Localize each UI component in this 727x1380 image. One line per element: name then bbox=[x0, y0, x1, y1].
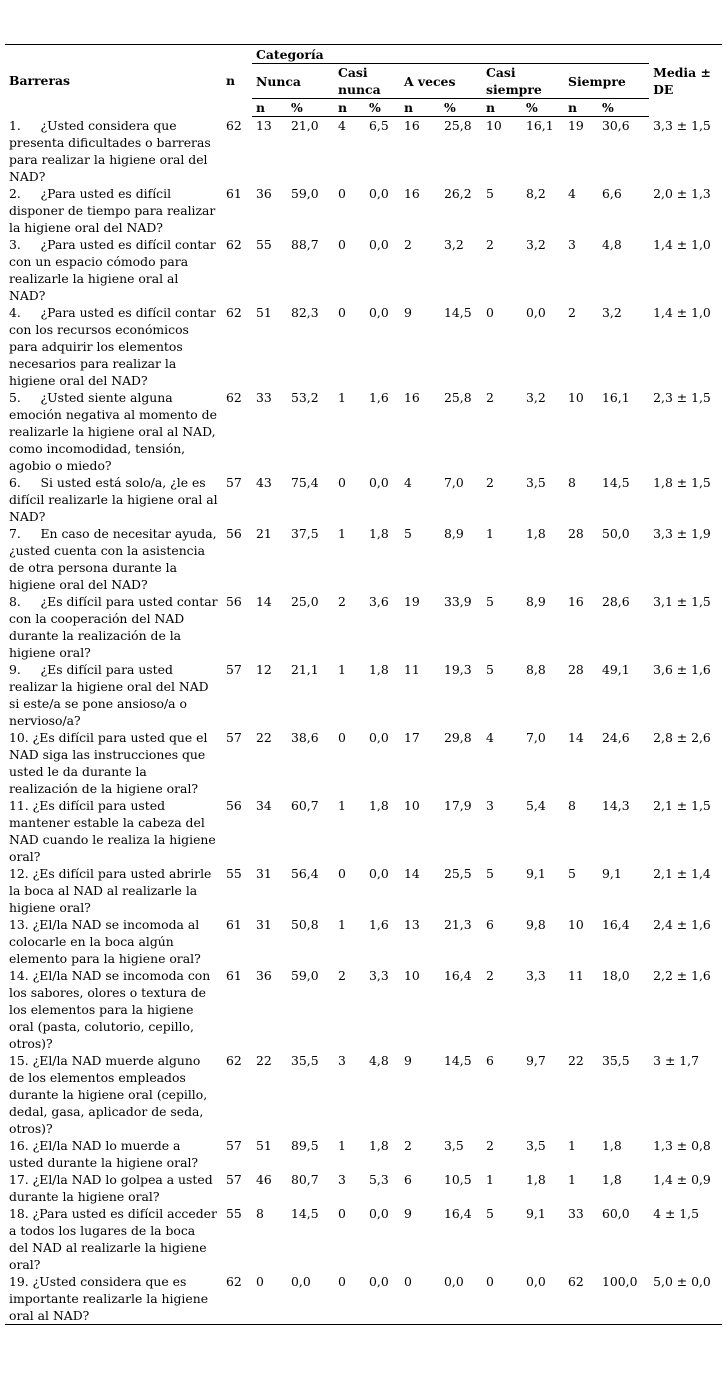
count-cell: 51 bbox=[256, 1137, 272, 1153]
count-cell: 16 bbox=[404, 118, 420, 133]
count-cell: 3 bbox=[338, 1171, 346, 1187]
count-cell: 3 bbox=[568, 236, 576, 252]
question-cell: 13. ¿El/la NAD se incomoda al colocarle en la boca algún elemento para la higiene oral? bbox=[9, 916, 201, 966]
sub-pct: % bbox=[287, 99, 334, 117]
count-cell: 33 bbox=[256, 389, 272, 405]
count-cell: 2 bbox=[568, 304, 576, 320]
sub-pct: % bbox=[440, 99, 482, 117]
n-cell: 56 bbox=[226, 593, 242, 609]
header-group-casi-nunca: Casi nunca bbox=[334, 64, 400, 99]
percent-cell: 3,2 bbox=[444, 236, 464, 252]
count-cell: 8 bbox=[256, 1205, 264, 1221]
count-cell: 0 bbox=[338, 185, 346, 201]
count-cell: 9 bbox=[404, 1205, 412, 1221]
count-cell: 55 bbox=[256, 236, 272, 252]
count-cell: 1 bbox=[338, 525, 346, 541]
count-cell: 0 bbox=[338, 865, 346, 881]
percent-cell: 4,8 bbox=[602, 236, 622, 252]
count-cell: 21 bbox=[256, 525, 272, 541]
count-cell: 5 bbox=[568, 865, 576, 881]
percent-cell: 35,5 bbox=[291, 1052, 319, 1068]
percent-cell: 80,7 bbox=[291, 1171, 319, 1187]
count-cell: 17 bbox=[404, 729, 420, 745]
percent-cell: 3,5 bbox=[444, 1137, 464, 1153]
n-cell: 57 bbox=[226, 729, 242, 745]
n-cell: 61 bbox=[226, 185, 242, 201]
percent-cell: 1,8 bbox=[369, 1137, 389, 1153]
table-row bbox=[5, 1205, 722, 1273]
count-cell: 0 bbox=[338, 236, 346, 252]
n-cell: 62 bbox=[226, 117, 242, 133]
percent-cell: 16,1 bbox=[602, 389, 630, 405]
percent-cell: 4,8 bbox=[369, 1052, 389, 1068]
sub-pct: % bbox=[522, 99, 564, 117]
percent-cell: 6,6 bbox=[602, 185, 622, 201]
percent-cell: 21,0 bbox=[291, 118, 319, 133]
percent-cell: 0,0 bbox=[522, 1273, 564, 1325]
mean-cell: 3,6 ± 1,6 bbox=[653, 661, 711, 677]
count-cell: 28 bbox=[568, 661, 584, 677]
count-cell: 8 bbox=[568, 474, 576, 490]
table-body bbox=[5, 117, 722, 1325]
percent-cell: 24,6 bbox=[602, 729, 630, 745]
mean-cell: 2,1 ± 1,4 bbox=[653, 865, 711, 881]
mean-cell: 3,1 ± 1,5 bbox=[653, 593, 711, 609]
header-n: n bbox=[222, 45, 252, 117]
count-cell: 19 bbox=[568, 118, 584, 133]
mean-cell: 2,8 ± 2,6 bbox=[653, 729, 711, 745]
mean-cell: 1,4 ± 0,9 bbox=[653, 1171, 711, 1187]
percent-cell: 8,9 bbox=[444, 525, 464, 541]
sub-n: n bbox=[564, 99, 598, 117]
count-cell: 2 bbox=[486, 389, 494, 405]
count-cell: 6 bbox=[404, 1171, 412, 1187]
percent-cell: 59,0 bbox=[291, 185, 319, 201]
mean-cell: 1,8 ± 1,5 bbox=[653, 474, 711, 490]
percent-cell: 14,5 bbox=[602, 474, 630, 490]
sub-n: n bbox=[252, 99, 287, 117]
count-cell: 0 bbox=[252, 1273, 287, 1325]
count-cell: 10 bbox=[486, 118, 502, 133]
percent-cell: 8,8 bbox=[526, 661, 546, 677]
question-cell: 11. ¿Es difícil para usted mantener estable la cabeza del NAD cuando le realiza la higiene oral? bbox=[9, 797, 216, 864]
n-cell: 56 bbox=[226, 797, 242, 813]
count-cell: 11 bbox=[404, 661, 420, 677]
count-cell: 9 bbox=[404, 1052, 412, 1068]
mean-cell: 2,1 ± 1,5 bbox=[653, 797, 711, 813]
mean-cell: 2,2 ± 1,6 bbox=[653, 967, 711, 983]
percent-cell: 59,0 bbox=[291, 967, 319, 983]
percent-cell: 30,6 bbox=[602, 118, 630, 133]
percent-cell: 3,3 bbox=[369, 967, 389, 983]
count-cell: 19 bbox=[404, 593, 420, 609]
percent-cell: 7,0 bbox=[444, 474, 464, 490]
count-cell: 14 bbox=[256, 593, 272, 609]
question-cell: 10. ¿Es difícil para usted que el NAD siga las instrucciones que usted le da durante la realización de la higiene oral? bbox=[9, 729, 208, 796]
count-cell: 5 bbox=[404, 525, 412, 541]
percent-cell: 1,8 bbox=[602, 1137, 622, 1153]
question-cell: 4. ¿Para usted es difícil contar con los recursos económicos para adquirir los elementos necesarios para realizar la higiene oral del NAD? bbox=[9, 304, 216, 388]
percent-cell: 18,0 bbox=[602, 967, 630, 983]
mean-cell: 3,3 ± 1,5 bbox=[653, 117, 711, 133]
n-cell: 57 bbox=[226, 474, 242, 490]
mean-cell: 4 ± 1,5 bbox=[653, 1205, 699, 1221]
table-row bbox=[5, 593, 722, 661]
percent-cell: 6,5 bbox=[369, 118, 389, 133]
count-cell: 16 bbox=[404, 389, 420, 405]
question-cell: 12. ¿Es difícil para usted abrirle la boca al NAD al realizarle la higiene oral? bbox=[9, 865, 212, 915]
count-cell: 0 bbox=[338, 729, 346, 745]
table-row bbox=[5, 117, 722, 185]
header-row-category bbox=[5, 45, 722, 64]
count-cell: 0 bbox=[338, 474, 346, 490]
count-cell: 0 bbox=[338, 304, 346, 320]
count-cell: 1 bbox=[486, 1171, 494, 1187]
sub-pct: % bbox=[598, 99, 649, 117]
n-cell: 62 bbox=[222, 1273, 252, 1325]
sub-pct: % bbox=[365, 99, 400, 117]
sub-n: n bbox=[400, 99, 440, 117]
percent-cell: 16,1 bbox=[526, 118, 554, 133]
mean-cell: 2,0 ± 1,3 bbox=[653, 185, 711, 201]
percent-cell: 33,9 bbox=[444, 593, 472, 609]
percent-cell: 14,5 bbox=[444, 304, 472, 320]
count-cell: 51 bbox=[256, 304, 272, 320]
percent-cell: 0,0 bbox=[287, 1273, 334, 1325]
percent-cell: 9,1 bbox=[526, 1205, 546, 1221]
count-cell: 2 bbox=[486, 474, 494, 490]
mean-cell: 3 ± 1,7 bbox=[653, 1052, 699, 1068]
question-cell: 9. ¿Es difícil para usted realizar la higiene oral del NAD si este/a se pone ansioso/a o nervioso/a? bbox=[9, 661, 209, 728]
table-row bbox=[5, 967, 722, 1052]
header-group-a-veces: A veces bbox=[400, 64, 482, 99]
count-cell: 1 bbox=[338, 661, 346, 677]
count-cell: 1 bbox=[338, 797, 346, 813]
count-cell: 10 bbox=[404, 797, 420, 813]
percent-cell: 1,8 bbox=[369, 797, 389, 813]
question-cell: 5. ¿Usted siente alguna emoción negativa al momento de realizarle la higiene oral al NAD, como incomodidad, tensión, agobio o miedo? bbox=[9, 389, 217, 473]
n-cell: 55 bbox=[226, 865, 242, 881]
percent-cell: 88,7 bbox=[291, 236, 319, 252]
percent-cell: 0,0 bbox=[369, 474, 389, 490]
count-cell: 0 bbox=[338, 1205, 346, 1221]
count-cell: 2 bbox=[404, 236, 412, 252]
percent-cell: 25,8 bbox=[444, 118, 472, 133]
percent-cell: 0,0 bbox=[369, 1205, 389, 1221]
percent-cell: 9,8 bbox=[526, 916, 546, 932]
percent-cell: 0,0 bbox=[440, 1273, 482, 1325]
n-cell: 61 bbox=[226, 916, 242, 932]
count-cell: 12 bbox=[256, 661, 272, 677]
count-cell: 2 bbox=[486, 967, 494, 983]
count-cell: 4 bbox=[338, 118, 346, 133]
count-cell: 31 bbox=[256, 865, 272, 881]
percent-cell: 9,7 bbox=[526, 1052, 546, 1068]
percent-cell: 28,6 bbox=[602, 593, 630, 609]
percent-cell: 1,8 bbox=[369, 661, 389, 677]
count-cell: 2 bbox=[486, 236, 494, 252]
count-cell: 5 bbox=[486, 865, 494, 881]
question-cell: 19. ¿Usted considera que es importante realizarle la higiene oral al NAD? bbox=[5, 1273, 222, 1325]
count-cell: 28 bbox=[568, 525, 584, 541]
count-cell: 36 bbox=[256, 185, 272, 201]
count-cell: 31 bbox=[256, 916, 272, 932]
count-cell: 16 bbox=[404, 185, 420, 201]
percent-cell: 25,5 bbox=[444, 865, 472, 881]
percent-cell: 38,6 bbox=[291, 729, 319, 745]
header-barriers: Barreras bbox=[5, 45, 222, 117]
n-cell: 56 bbox=[226, 525, 242, 541]
n-cell: 61 bbox=[226, 967, 242, 983]
count-cell: 10 bbox=[568, 916, 584, 932]
percent-cell: 29,8 bbox=[444, 729, 472, 745]
percent-cell: 14,5 bbox=[291, 1205, 319, 1221]
percent-cell: 5,3 bbox=[369, 1171, 389, 1187]
count-cell: 2 bbox=[486, 1137, 494, 1153]
percent-cell: 0,0 bbox=[369, 236, 389, 252]
percent-cell: 1,8 bbox=[602, 1171, 622, 1187]
percent-cell: 8,2 bbox=[526, 185, 546, 201]
n-cell: 57 bbox=[226, 1171, 242, 1187]
barriers-table bbox=[5, 44, 722, 1325]
percent-cell: 3,2 bbox=[526, 389, 546, 405]
percent-cell: 3,5 bbox=[526, 474, 546, 490]
mean-cell: 1,4 ± 1,0 bbox=[653, 236, 711, 252]
count-cell: 14 bbox=[404, 865, 420, 881]
question-cell: 6. Si usted está solo/a, ¿le es difícil realizarle la higiene oral al NAD? bbox=[9, 474, 218, 524]
count-cell: 4 bbox=[486, 729, 494, 745]
percent-cell: 35,5 bbox=[602, 1052, 630, 1068]
n-cell: 62 bbox=[226, 236, 242, 252]
count-cell: 4 bbox=[568, 185, 576, 201]
mean-cell: 1,3 ± 0,8 bbox=[653, 1137, 711, 1153]
percent-cell: 0,0 bbox=[526, 304, 546, 320]
question-cell: 8. ¿Es difícil para usted contar con la cooperación del NAD durante la realización de la higiene oral? bbox=[9, 593, 218, 660]
table-row bbox=[5, 916, 722, 967]
mean-cell: 2,3 ± 1,5 bbox=[653, 389, 711, 405]
table-row bbox=[5, 525, 722, 593]
table-row bbox=[5, 474, 722, 525]
percent-cell: 3,2 bbox=[526, 236, 546, 252]
percent-cell: 21,3 bbox=[444, 916, 472, 932]
percent-cell: 26,2 bbox=[444, 185, 472, 201]
count-cell: 13 bbox=[256, 118, 272, 133]
table-row bbox=[5, 1171, 722, 1205]
percent-cell: 25,8 bbox=[444, 389, 472, 405]
count-cell: 3 bbox=[338, 1052, 346, 1068]
count-cell: 1 bbox=[338, 1137, 346, 1153]
n-cell: 62 bbox=[226, 1052, 242, 1068]
table-row bbox=[5, 389, 722, 474]
question-cell: 14. ¿El/la NAD se incomoda con los sabores, olores o textura de los elementos para la higiene oral (pasta, colutorio, cepillo, otros)? bbox=[9, 967, 211, 1051]
count-cell: 9 bbox=[404, 304, 412, 320]
percent-cell: 17,9 bbox=[444, 797, 472, 813]
percent-cell: 60,7 bbox=[291, 797, 319, 813]
mean-cell: 2,4 ± 1,6 bbox=[653, 916, 711, 932]
mean-cell: 1,4 ± 1,0 bbox=[653, 304, 711, 320]
mean-cell: 5,0 ± 0,0 bbox=[649, 1273, 722, 1325]
count-cell: 62 bbox=[564, 1273, 598, 1325]
table-row bbox=[5, 1273, 722, 1325]
percent-cell: 0,0 bbox=[369, 865, 389, 881]
count-cell: 5 bbox=[486, 661, 494, 677]
percent-cell: 21,1 bbox=[291, 661, 319, 677]
count-cell: 1 bbox=[486, 525, 494, 541]
percent-cell: 1,6 bbox=[369, 916, 389, 932]
count-cell: 33 bbox=[568, 1205, 584, 1221]
count-cell: 2 bbox=[338, 967, 346, 983]
percent-cell: 1,8 bbox=[526, 1171, 546, 1187]
sub-n: n bbox=[482, 99, 522, 117]
question-cell: 18. ¿Para usted es difícil acceder a todos los lugares de la boca del NAD al realizarle la higiene oral? bbox=[9, 1205, 217, 1272]
percent-cell: 0,0 bbox=[369, 304, 389, 320]
percent-cell: 10,5 bbox=[444, 1171, 472, 1187]
question-cell: 17. ¿El/la NAD lo golpea a usted durante la higiene oral? bbox=[9, 1171, 213, 1204]
count-cell: 46 bbox=[256, 1171, 272, 1187]
count-cell: 43 bbox=[256, 474, 272, 490]
table-row bbox=[5, 1137, 722, 1171]
count-cell: 6 bbox=[486, 1052, 494, 1068]
count-cell: 36 bbox=[256, 967, 272, 983]
count-cell: 3 bbox=[486, 797, 494, 813]
table-row bbox=[5, 661, 722, 729]
percent-cell: 19,3 bbox=[444, 661, 472, 677]
percent-cell: 3,2 bbox=[602, 304, 622, 320]
count-cell: 0 bbox=[482, 1273, 522, 1325]
count-cell: 5 bbox=[486, 185, 494, 201]
count-cell: 16 bbox=[568, 593, 584, 609]
percent-cell: 16,4 bbox=[444, 967, 472, 983]
percent-cell: 0,0 bbox=[365, 1273, 400, 1325]
percent-cell: 3,5 bbox=[526, 1137, 546, 1153]
n-cell: 62 bbox=[226, 304, 242, 320]
n-cell: 55 bbox=[226, 1205, 242, 1221]
count-cell: 10 bbox=[404, 967, 420, 983]
count-cell: 1 bbox=[338, 389, 346, 405]
percent-cell: 1,8 bbox=[526, 525, 546, 541]
count-cell: 1 bbox=[568, 1137, 576, 1153]
count-cell: 34 bbox=[256, 797, 272, 813]
percent-cell: 50,0 bbox=[602, 525, 630, 541]
count-cell: 6 bbox=[486, 916, 494, 932]
count-cell: 8 bbox=[568, 797, 576, 813]
percent-cell: 3,6 bbox=[369, 593, 389, 609]
question-cell: 1. ¿Usted considera que presenta dificultades o barreras para realizar la higiene oral del NAD? bbox=[9, 117, 211, 184]
table-row bbox=[5, 304, 722, 389]
count-cell: 0 bbox=[400, 1273, 440, 1325]
n-cell: 57 bbox=[226, 661, 242, 677]
percent-cell: 16,4 bbox=[444, 1205, 472, 1221]
count-cell: 22 bbox=[256, 729, 272, 745]
count-cell: 2 bbox=[338, 593, 346, 609]
count-cell: 22 bbox=[568, 1052, 584, 1068]
count-cell: 1 bbox=[568, 1171, 576, 1187]
percent-cell: 49,1 bbox=[602, 661, 630, 677]
percent-cell: 16,4 bbox=[602, 916, 630, 932]
header-group-nunca: Nunca bbox=[252, 64, 334, 99]
percent-cell: 1,6 bbox=[369, 389, 389, 405]
table-row bbox=[5, 729, 722, 797]
table-row bbox=[5, 1052, 722, 1137]
count-cell: 11 bbox=[568, 967, 584, 983]
percent-cell: 9,1 bbox=[526, 865, 546, 881]
percent-cell: 1,8 bbox=[369, 525, 389, 541]
question-cell: 3. ¿Para usted es difícil contar con un espacio cómodo para realizarle la higiene oral al NAD? bbox=[9, 236, 216, 303]
count-cell: 4 bbox=[404, 474, 412, 490]
question-cell: 2. ¿Para usted es difícil disponer de tiempo para realizar la higiene oral del NAD? bbox=[9, 185, 216, 235]
count-cell: 22 bbox=[256, 1052, 272, 1068]
count-cell: 5 bbox=[486, 1205, 494, 1221]
header-group-casi-siempre: Casi siempre bbox=[482, 64, 564, 99]
question-cell: 15. ¿El/la NAD muerde alguno de los elementos empleados durante la higiene oral (cepillo, dedal, gasa, aplicador de seda, otros)? bbox=[9, 1052, 208, 1136]
percent-cell: 9,1 bbox=[602, 865, 622, 881]
percent-cell: 56,4 bbox=[291, 865, 319, 881]
percent-cell: 60,0 bbox=[602, 1205, 630, 1221]
n-cell: 57 bbox=[226, 1137, 242, 1153]
count-cell: 13 bbox=[404, 916, 420, 932]
percent-cell: 53,2 bbox=[291, 389, 319, 405]
count-cell: 5 bbox=[486, 593, 494, 609]
percent-cell: 75,4 bbox=[291, 474, 319, 490]
percent-cell: 82,3 bbox=[291, 304, 319, 320]
count-cell: 14 bbox=[568, 729, 584, 745]
header-mean: Media ± DE bbox=[649, 45, 722, 117]
count-cell: 1 bbox=[338, 916, 346, 932]
percent-cell: 7,0 bbox=[526, 729, 546, 745]
table-row bbox=[5, 185, 722, 236]
header-category: Categoría bbox=[252, 45, 649, 64]
question-cell: 16. ¿El/la NAD lo muerde a usted durante la higiene oral? bbox=[9, 1137, 199, 1170]
percent-cell: 37,5 bbox=[291, 525, 319, 541]
sub-n: n bbox=[334, 99, 365, 117]
table-row bbox=[5, 865, 722, 916]
count-cell: 2 bbox=[404, 1137, 412, 1153]
count-cell: 0 bbox=[334, 1273, 365, 1325]
percent-cell: 25,0 bbox=[291, 593, 319, 609]
count-cell: 0 bbox=[486, 304, 494, 320]
question-cell: 7. En caso de necesitar ayuda, ¿usted cuenta con la asistencia de otra persona durante la higiene oral del NAD? bbox=[9, 525, 217, 592]
percent-cell: 100,0 bbox=[598, 1273, 649, 1325]
percent-cell: 14,3 bbox=[602, 797, 630, 813]
header-group-siempre: Siempre bbox=[564, 64, 649, 99]
percent-cell: 0,0 bbox=[369, 729, 389, 745]
mean-cell: 3,3 ± 1,9 bbox=[653, 525, 711, 541]
percent-cell: 14,5 bbox=[444, 1052, 472, 1068]
percent-cell: 0,0 bbox=[369, 185, 389, 201]
percent-cell: 89,5 bbox=[291, 1137, 319, 1153]
table-row bbox=[5, 797, 722, 865]
count-cell: 10 bbox=[568, 389, 584, 405]
percent-cell: 50,8 bbox=[291, 916, 319, 932]
percent-cell: 8,9 bbox=[526, 593, 546, 609]
n-cell: 62 bbox=[226, 389, 242, 405]
percent-cell: 5,4 bbox=[526, 797, 546, 813]
percent-cell: 3,3 bbox=[526, 967, 546, 983]
table-row bbox=[5, 236, 722, 304]
